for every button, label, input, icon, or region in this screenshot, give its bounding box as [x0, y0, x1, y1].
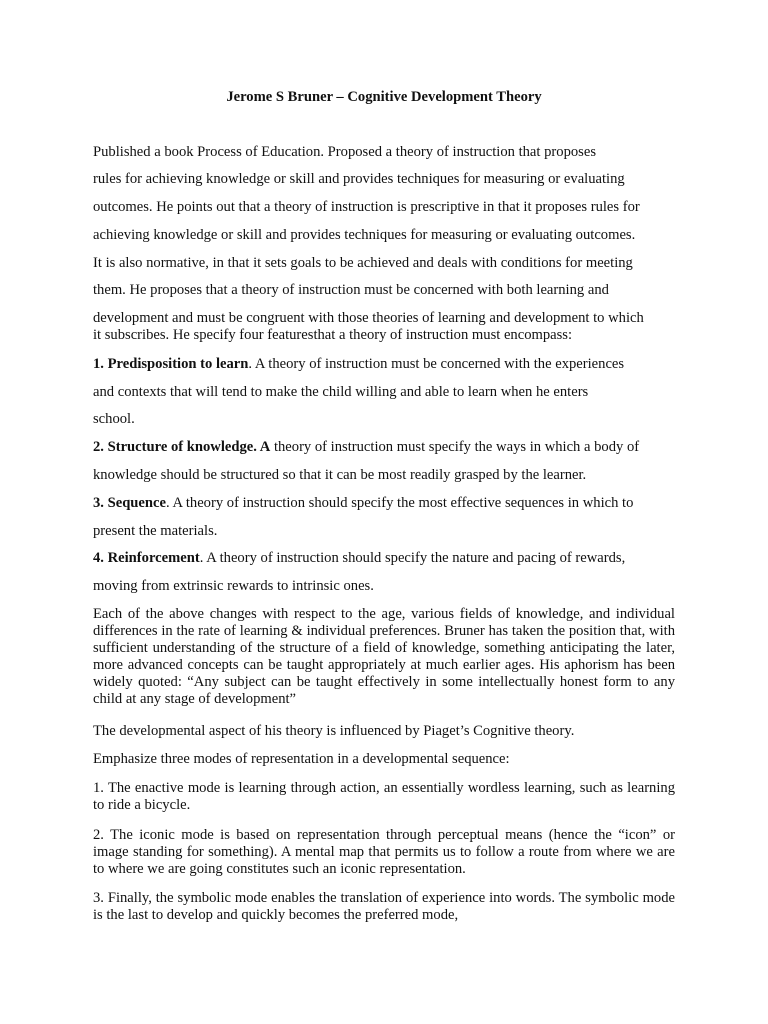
- intro-line-1: Published a book Process of Education. Proposed a theory of instruction that proposes: [93, 144, 596, 160]
- document-title: Jerome S Bruner – Cognitive Development Theory: [226, 89, 542, 105]
- feature-3-line-1: [93, 494, 675, 512]
- paragraph-piaget: The developmental aspect of his theory is influenced by Piaget’s Cognitive theory.: [93, 723, 575, 739]
- intro-line-2: rules for achieving knowledge or skill and provides techniques for measuring or evaluating: [93, 171, 625, 187]
- feature-1-heading: 1. Predisposition to learn: [93, 356, 249, 372]
- feature-3-heading: 3. Sequence: [93, 495, 166, 511]
- intro-line-3: outcomes. He points out that a theory of instruction is prescriptive in that it proposes rules for: [93, 199, 640, 215]
- feature-1-line-3: school.: [93, 411, 135, 427]
- feature-3-text: . A theory of instruction should specify the most effective sequences in which to: [165, 495, 634, 511]
- feature-1-line-2: and contexts that will tend to make the child willing and able to learn when he enters: [93, 384, 589, 400]
- intro-line-7: development and must be congruent with those theories of learning and development to which: [93, 310, 644, 326]
- intro-line-4: achieving knowledge or skill and provides techniques for measuring or evaluating outcomes.: [93, 227, 636, 243]
- paragraph-symbolic-mode: 3. Finally, the symbolic mode enables the translation of experience into words. The symbolic mode is the last to develop and quickly becomes the preferred mode,: [93, 890, 675, 923]
- feature-2-text: theory of instruction must specify the ways in which a body of: [270, 439, 640, 455]
- feature-4-line-1: [93, 549, 675, 567]
- feature-2-heading: 2. Structure of knowledge. A: [93, 439, 271, 455]
- feature-1-text: . A theory of instruction must be concerned with the experiences: [248, 356, 625, 372]
- paragraph-enactive-mode: 1. The enactive mode is learning through action, an essentially wordless learning, such as learning to ride a bicycle.: [93, 780, 675, 813]
- feature-4-line-2: moving from extrinsic rewards to intrinsic ones.: [93, 578, 374, 594]
- paragraph-modes: Emphasize three modes of representation in a developmental sequence:: [93, 751, 510, 767]
- feature-1-line-1: [93, 355, 675, 373]
- intro-line-5: It is also normative, in that it sets goals to be achieved and deals with conditions for meeting: [93, 255, 633, 271]
- feature-4-text: . A theory of instruction should specify the nature and pacing of rewards,: [199, 550, 626, 566]
- paragraph-iconic-mode: 2. The iconic mode is based on representation through perceptual means (hence the “icon” or image standing for something). A mental map that permits us to follow a route from where we are to where we are going constitutes such an iconic representation.: [93, 827, 675, 877]
- feature-3-line-2: present the materials.: [93, 523, 218, 539]
- intro-line-6: them. He proposes that a theory of instruction must be concerned with both learning and: [93, 282, 609, 298]
- feature-2-line-2: knowledge should be structured so that it can be most readily grasped by the learner.: [93, 467, 587, 483]
- feature-4-heading: 4. Reinforcement: [93, 550, 200, 566]
- paragraph-changes: Each of the above changes with respect to the age, various fields of knowledge, and individual differences in the rate of learning & individual preferences. Bruner has taken the position that, with sufficient understanding of the structure of a field of knowledge, something anticipating the later, more advanced concepts can be taught appropriately at much earlier ages. His aphorism has been widely quoted: “Any subject can be taught effectively in some intellectually honest form to any child at any stage of development”: [93, 606, 675, 707]
- intro-line-8: it subscribes. He specify four featuresthat a theory of instruction must encompass:: [93, 327, 573, 343]
- feature-2-line-1: [93, 438, 675, 456]
